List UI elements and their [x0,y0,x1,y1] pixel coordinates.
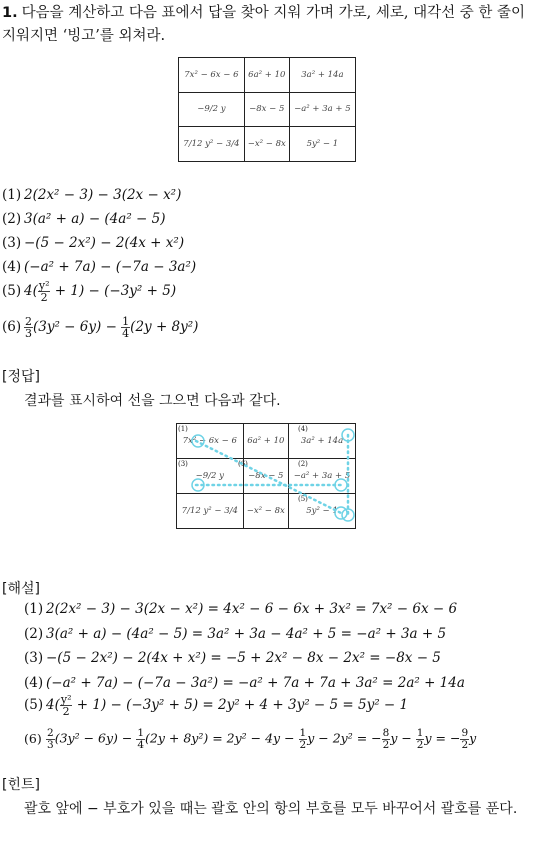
problem-expr: + 1) − (−3y² + 5) [50,283,177,299]
problem-expr: −(5 − 2x²) − 2(4x + x²) [24,235,185,251]
denominator: 2 [299,738,307,751]
solution-6 [24,728,476,750]
solution-expr: 2(2x² − 3) − 3(2x − x²) = 4x² − 6 − 6x + 3x² = 7x² − 6x − 6 [46,601,458,617]
numerator: y² [38,279,50,292]
fraction [60,694,73,717]
problem-expr: (3y² − 6y) − [33,319,122,335]
solution-number: (6) [24,730,42,746]
diagonal-line [196,441,341,513]
denominator: 2 [62,705,70,718]
problem-1 [2,187,181,203]
bingo-cell: −x² − 8x [244,127,289,162]
solution-expr: (−a² + 7a) − (−7a − 3a²) = −a² + 7a + 7a + 3a² = 2a² + 14a [46,675,465,691]
problem-expr: 3(a² + a) − (4a² − 5) [24,211,166,227]
bingo-cell: 6a² + 10 [244,58,289,93]
answer-cell: 3a² + 14a [289,424,356,459]
denominator: 2 [382,738,390,751]
bingo-table [178,57,356,162]
denominator: 4 [122,327,130,340]
problem-number: (3) [2,235,22,251]
bingo-lines [176,423,356,529]
bingo-cell: 7x² − 6x − 6 [179,58,245,93]
cell-label: (5) [298,495,308,503]
answer-cell: 5y² − 1 [289,494,356,529]
fraction [24,316,33,339]
problem-number: (5) [2,283,22,299]
solution-expr: + 1) − (−3y² + 5) = 2y² + 4 + 3y² − 5 = 5y² − 1 [72,697,409,713]
solution-expr: y = − [424,730,461,746]
problem-4 [2,259,196,275]
fraction [382,728,391,750]
denominator: 2 [40,291,48,304]
solution-2 [24,626,446,642]
solution-number: (4) [24,675,44,691]
problem-expr: 4( [24,283,38,299]
fraction [38,280,51,303]
numerator: 1 [416,727,424,739]
solution-expr: −(5 − 2x²) − 2(4x + x²) = −5 + 2x² − 8x − 2x² = −8x − 5 [46,650,441,666]
hint-text: 괄호 앞에 − 부호가 있을 때는 괄호 안의 항의 부호를 모두 바꾸어서 괄호를 푼다. [24,801,518,817]
numerator: 2 [25,315,32,328]
denominator: 4 [137,738,145,751]
problem-expr: (−a² + 7a) − (−7a − 3a²) [24,259,197,275]
problem-2 [2,211,166,227]
solution-number: (5) [24,697,44,713]
numerator: y² [60,693,72,706]
problem-5 [2,280,176,303]
numerator: 1 [299,727,307,739]
problem-6 [2,316,198,339]
answer-text: 결과를 표시하여 선을 그으면 다음과 같다. [24,393,281,409]
answer-grid [176,423,356,529]
solution-expr: y − 2y² = − [307,730,382,746]
problem-number: (4) [2,259,22,275]
solution-4 [24,675,465,691]
bingo-cell: −9/2 y [179,92,245,127]
solution-3 [24,650,441,666]
problem-number: (1) [2,187,22,203]
answer-cell: −x² − 8x [243,494,288,529]
answer-cell: 7x² − 6x − 6 [177,424,244,459]
numerator: 1 [137,727,145,739]
fraction [121,316,130,339]
bingo-cell: −a² + 3a + 5 [289,92,355,127]
solution-number: (1) [24,601,44,617]
cell-label: (6) [238,460,248,468]
cell-label: (1) [178,425,188,433]
denominator: 3 [25,327,32,340]
bingo-cell: −8x − 5 [244,92,289,127]
answer-cell: −9/2 y [177,459,244,494]
bingo-cell: 3a² + 14a [289,58,355,93]
answer-cell: −8x − 5 [243,459,288,494]
denominator: 2 [416,738,424,751]
solution-5 [24,694,408,717]
explanation-heading: [해설] [2,581,40,597]
problem-3 [2,235,184,251]
solution-number: (2) [24,626,44,642]
answer-cell: 6a² + 10 [243,424,288,459]
bingo-cell: 7/12 y² − 3/4 [179,127,245,162]
bingo-cell: 5y² − 1 [289,127,355,162]
solution-expr: (2y + 8y²) = 2y² − 4y − [145,730,299,746]
fraction [136,728,145,750]
solution-expr: 4( [46,697,60,713]
denominator: 3 [47,738,54,751]
numerator: 2 [47,727,54,739]
solution-expr: y − [390,730,416,746]
hint-heading: [힌트] [2,777,40,793]
answer-heading: [정답] [2,369,40,385]
fraction [460,728,469,750]
denominator: 2 [461,738,469,751]
question-number: 1. [2,5,18,21]
answer-cell: −a² + 3a + 5 [289,459,356,494]
answer-cell: 7/12 y² − 3/4 [177,494,244,529]
solution-expr: (3y² − 6y) − [54,730,137,746]
fraction [46,728,55,750]
solution-expr: 3(a² + a) − (4a² − 5) = 3a² + 3a − 4a² + 5 = −a² + 3a + 5 [46,626,447,642]
question [2,2,530,48]
problem-expr: (2y + 8y²) [130,319,199,335]
solution-number: (3) [24,650,44,666]
solution-1 [24,601,457,617]
cell-label: (2) [298,460,308,468]
numerator: 9 [461,727,469,739]
problem-number: (6) [2,319,22,335]
problem-number: (2) [2,211,22,227]
problem-expr: 2(2x² − 3) − 3(2x − x²) [24,187,182,203]
numerator: 1 [122,315,130,328]
cell-label: (3) [178,460,188,468]
cell-label: (4) [298,425,308,433]
numerator: 8 [382,727,390,739]
question-text: 다음을 계산하고 다음 표에서 답을 찾아 지워 가며 가로, 세로, 대각선 중 한 줄이 지워지면 ‘빙고’를 외쳐라. [2,5,525,44]
solution-expr: y [469,730,477,746]
fraction [299,728,308,750]
